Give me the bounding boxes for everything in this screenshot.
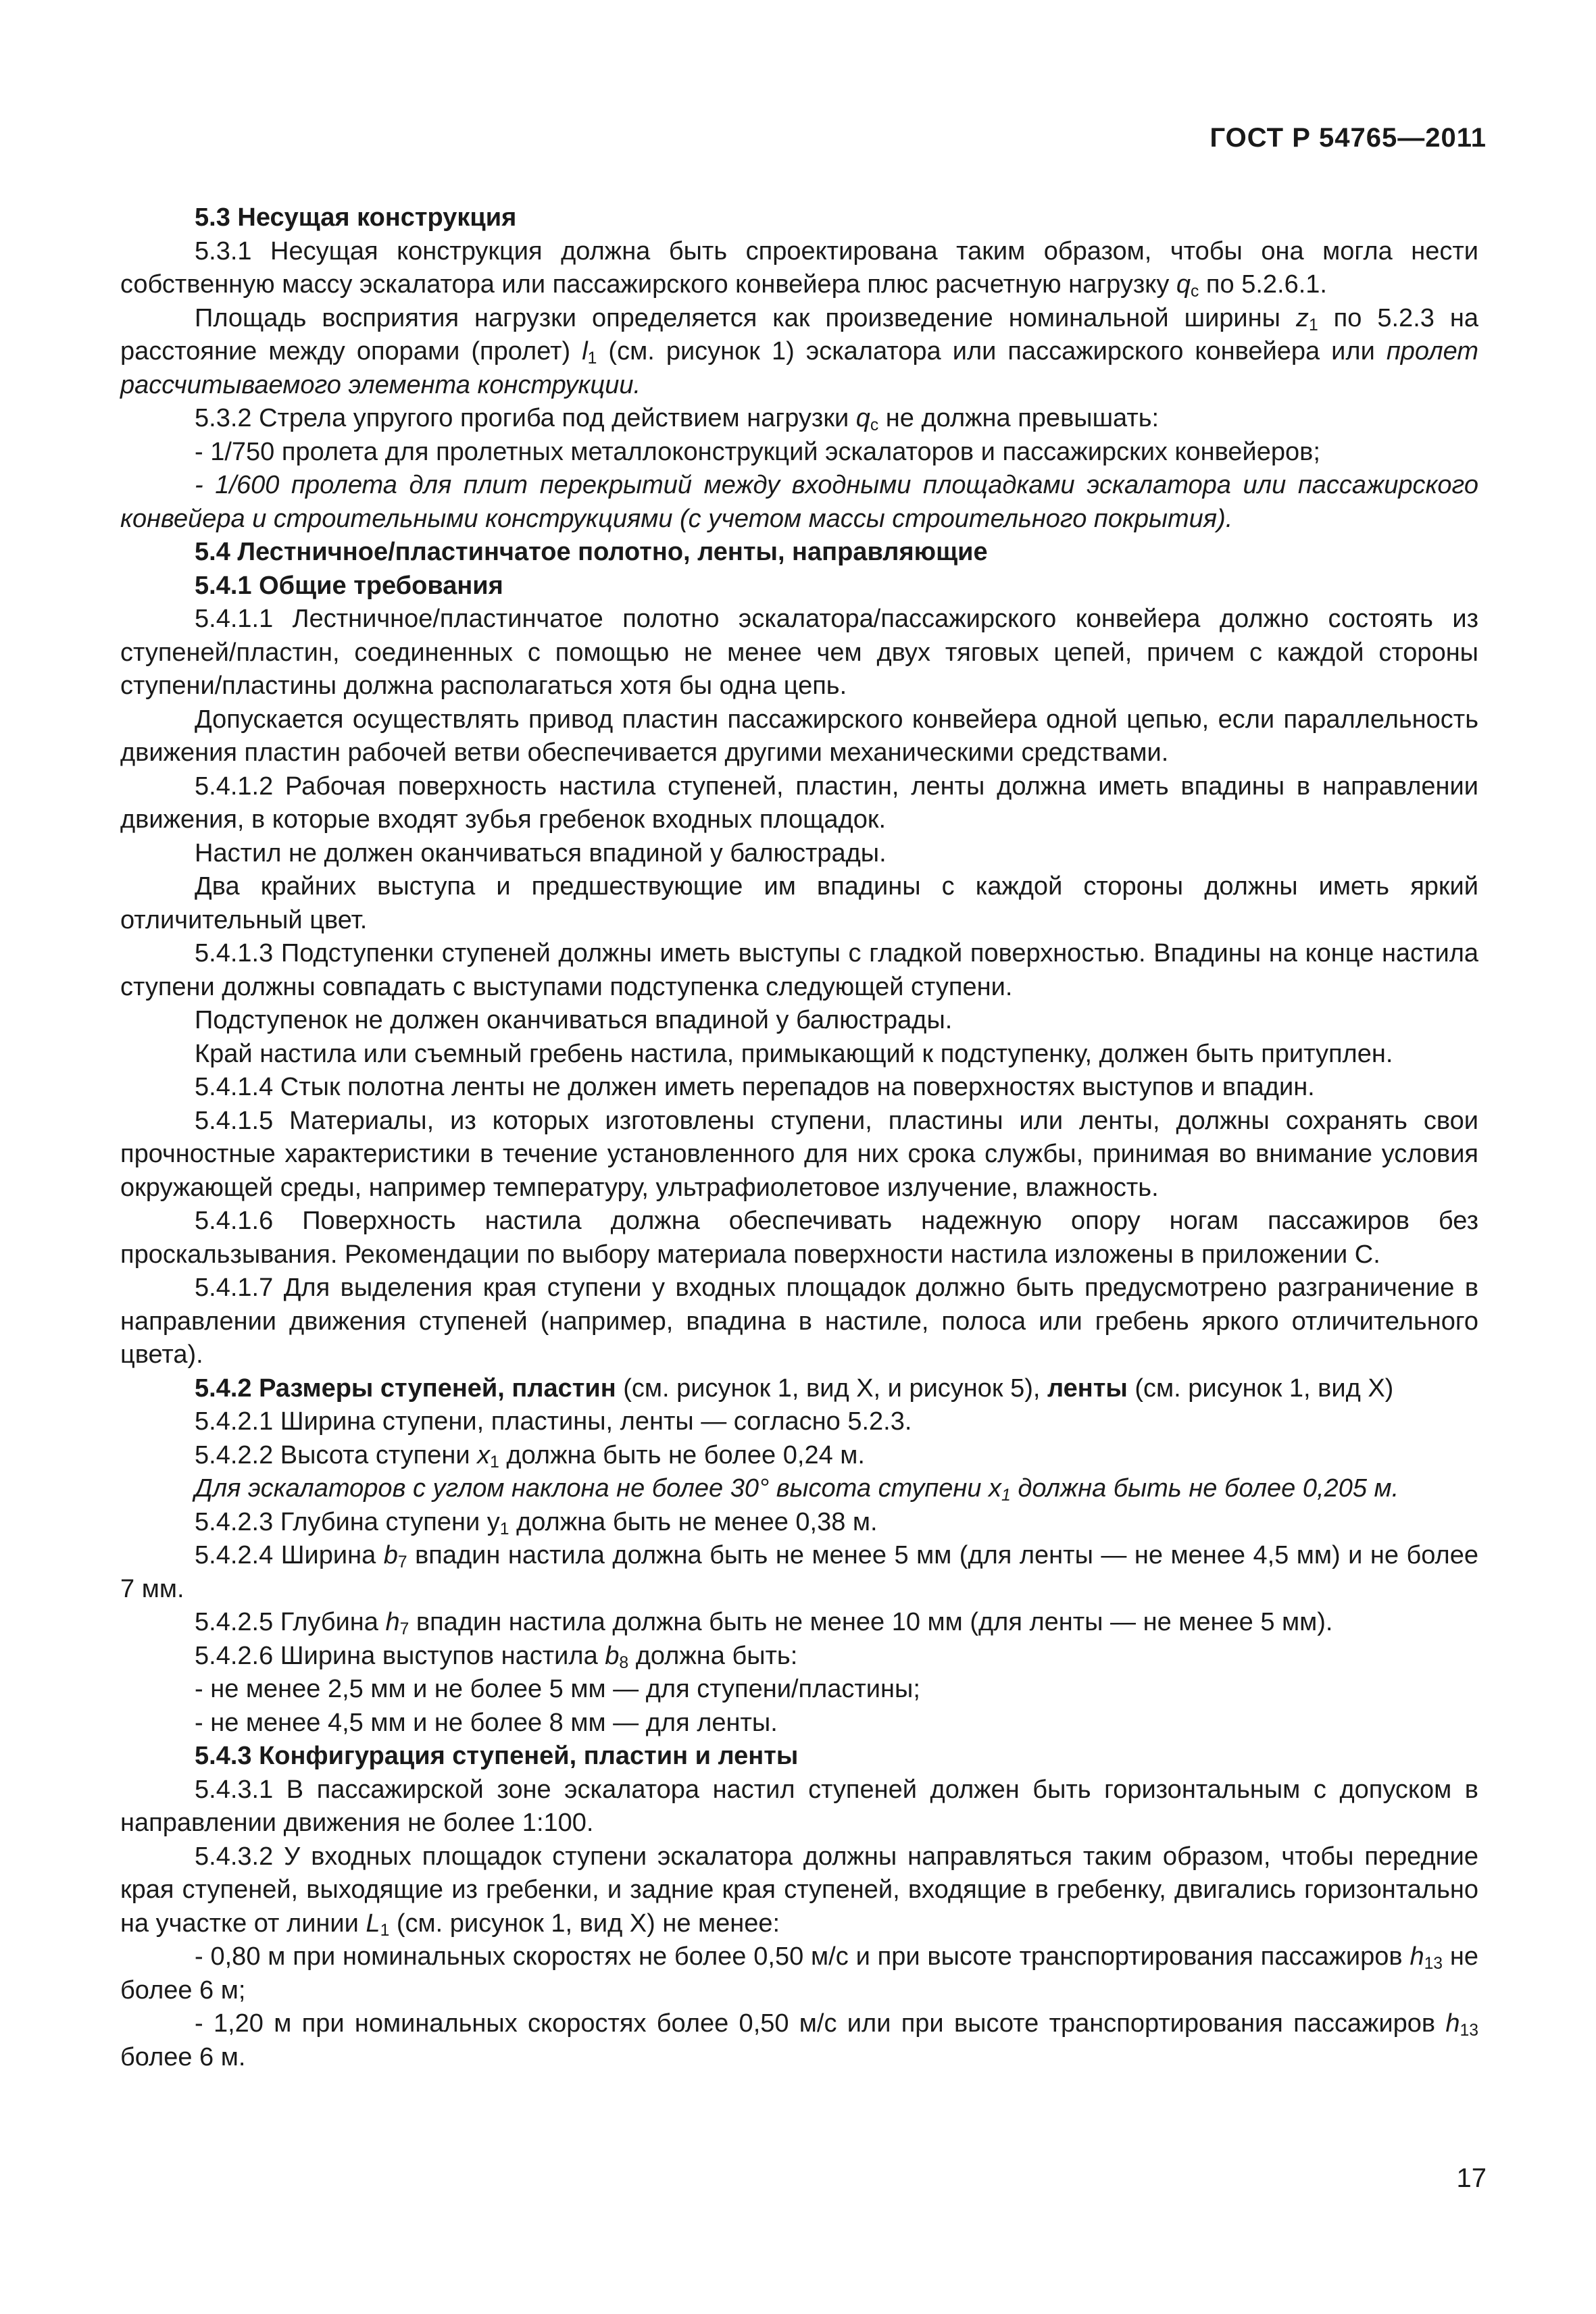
document-body <box>120 201 1478 2074</box>
paragraph: 5.4.1.3 Подступенки ступеней должны иметь выступы с гладкой поверхностью. Впадины на конце настила ступени должны совпадать с выступами подступенка следующей ступени. <box>120 939 1478 1001</box>
paragraph: Подступенок не должен оканчиваться впадиной у балюстрады. <box>195 1006 953 1034</box>
paragraph: 5.4.1.7 Для выделения края ступени у входных площадок должно быть предусмотрено разграничение в направлении движения ступеней (например, впадина в настиле, полоса или гребень яркого отличительного цвета). <box>120 1274 1478 1369</box>
section-heading-5-3: 5.3 Несущая конструкция <box>195 203 517 232</box>
paragraph: 5.4.2.3 Глубина ступени $y_1$ должна быть не менее 0,38 м. <box>195 1507 878 1538</box>
paragraph: 5.4.2.4 Ширина $b_7$ впадин настила должна быть не менее 5 мм (для ленты — не менее 4,5 мм) и не более 7 мм. <box>120 1541 1478 1603</box>
paragraph: 5.4.1.1 Лестничное/пластинчатое полотно эскалатора/пассажирского конвейера должно состоять из ступеней/пластин, соединенных с помощью не менее чем двух тяговых цепей, причем с каждой стороны ступени/пластины должна располагаться хотя бы одна цепь. <box>120 605 1478 700</box>
paragraph: 5.4.1.6 Поверхность настила должна обеспечивать надежную опору ногам пассажиров без проскальзывания. Рекомендации по выбору материала поверхности настила изложены в приложении С. <box>120 1207 1478 1269</box>
page-number: 17 <box>1456 2163 1487 2193</box>
paragraph: 5.4.3.1 В пассажирской зоне эскалатора настил ступеней должен быть горизонтальным с допуском в направлении движения не более 1:100. <box>120 1775 1478 1837</box>
paragraph: Край настила или съемный гребень настила, примыкающий к подступенку, должен быть притуплен. <box>195 1039 1393 1068</box>
paragraph: Для эскалаторов с углом наклона не более 30° высота ступени $x_1$ должна быть не более 0,205 м. <box>195 1474 1399 1505</box>
list-item: - не менее 2,5 мм и не более 5 мм — для ступени/пластины; <box>195 1675 920 1703</box>
paragraph: Настил не должен оканчиваться впадиной у балюстрады. <box>195 838 887 867</box>
paragraph: 5.3.1 Несущая конструкция должна быть спроектирована таким образом, чтобы она могла нести собственную массу эскалатора или пассажирского конвейера плюс расчетную нагрузку $q_c$ по 5.2.6.1. <box>120 236 1478 301</box>
paragraph: 5.3.2 Стрела упругого прогиба под действием нагрузки $q_c$ не должна превышать: <box>195 404 1159 435</box>
paragraph: 5.4.2.2 Высота ступени $x_1$ должна быть не более 0,24 м. <box>195 1440 865 1472</box>
paragraph: Допускается осуществлять привод пластин пассажирского конвейера одной цепью, если параллельность движения пластин рабочей ветви обеспечивается другими механическими средствами. <box>120 705 1478 767</box>
paragraph: Два крайних выступа и предшествующие им впадины с каждой стороны должны иметь яркий отличительный цвет. <box>120 872 1478 934</box>
paragraph: 5.4.3.2 У входных площадок ступени эскалатора должны направляться таким образом, чтобы передние края ступеней, выходящие из гребенки, и задние края ступеней, входящие в гребенку, двигались горизонтально на участке от линии $L_1$ (см. рисунок 1, вид X) не менее: <box>120 1842 1478 1940</box>
paragraph: 5.4.1.5 Материалы, из которых изготовлены ступени, пластины или ленты, должны сохранять свои прочностные характеристики в течение установленного для них срока службы, принимая во внимание условия окружающей среды, например температуру, ультрафиолетовое излучение, влажность. <box>120 1106 1478 1202</box>
document-header: ГОСТ Р 54765—2011 <box>1210 123 1487 153</box>
list-item: - 1/600 пролета для плит перекрытий между входными площадками эскалатора или пассажирского конвейера и строительными конструкциями (с учетом массы строительного покрытия). <box>120 471 1478 533</box>
subsection-heading-5-4-2: 5.4.2 Размеры ступеней, пластин (см. рисунок 1, вид X, и рисунок 5), ленты (см. рисунок 1, вид X) <box>195 1374 1394 1403</box>
paragraph: Площадь восприятия нагрузки определяется как произведение номинальной ширины $z_1$ по 5.2.3 на расстояние между опорами (пролет) $l_1$ (см. рисунок 1) эскалатора или пассажирского конвейера или пролет рассчитываемого элемента конструкции. <box>120 303 1478 399</box>
paragraph: 5.4.2.6 Ширина выступов настила $b_8$ должна быть: <box>195 1641 798 1672</box>
subsection-heading-5-4-3: 5.4.3 Конфигурация ступеней, пластин и ленты <box>195 1742 799 1770</box>
list-item: - 1,20 м при номинальных скоростях более 0,50 м/с или при высоте транспортирования пассажиров $h_{13}$ более 6 м. <box>120 2009 1478 2071</box>
section-heading-5-4: 5.4 Лестничное/пластинчатое полотно, ленты, направляющие <box>195 538 988 566</box>
paragraph: 5.4.1.2 Рабочая поверхность настила ступеней, пластин, ленты должна иметь впадины в направлении движения, в которые входят зубья гребенок входных площадок. <box>120 772 1478 834</box>
list-item: - 0,80 м при номинальных скоростях не более 0,50 м/с и при высоте транспортирования пассажиров $h_{13}$ не более 6 м; <box>120 1942 1478 2005</box>
paragraph: 5.4.2.5 Глубина $h_7$ впадин настила должна быть не менее 10 мм (для ленты — не менее 5 мм). <box>195 1608 1333 1639</box>
paragraph: 5.4.1.4 Стык полотна ленты не должен иметь перепадов на поверхностях выступов и впадин. <box>195 1073 1315 1101</box>
list-item: - 1/750 пролета для пролетных металлоконструкций эскалаторов и пассажирских конвейеров; <box>195 437 1320 466</box>
paragraph: 5.4.2.1 Ширина ступени, пластины, ленты — согласно 5.2.3. <box>195 1407 912 1436</box>
subsection-heading-5-4-1: 5.4.1 Общие требования <box>195 571 503 600</box>
list-item: - не менее 4,5 мм и не более 8 мм — для ленты. <box>195 1708 778 1737</box>
